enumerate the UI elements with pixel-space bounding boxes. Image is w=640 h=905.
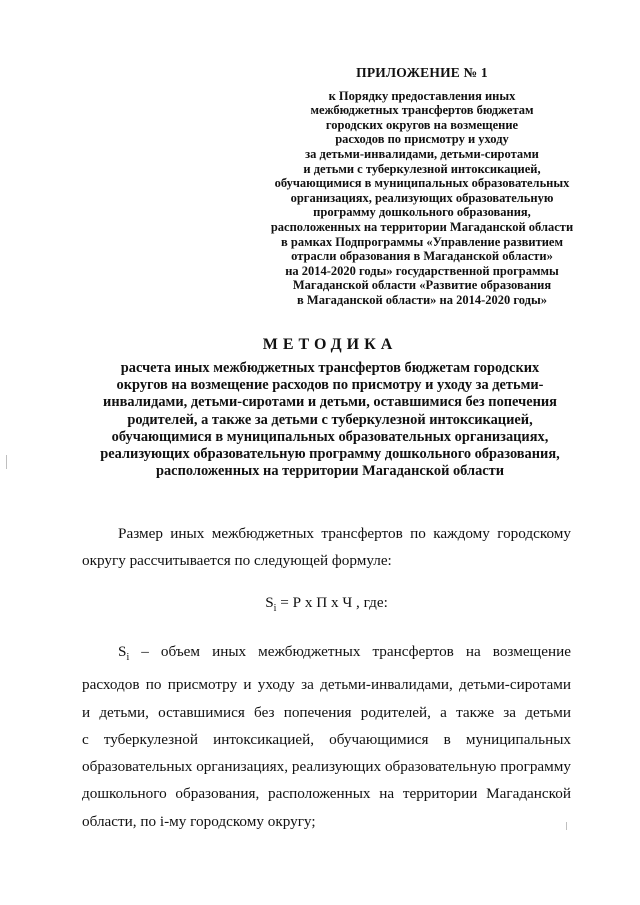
formula — [82, 589, 571, 622]
appendix-line: и детьми с туберкулезной интоксикацией, — [303, 161, 541, 176]
appendix-line: обучающимися в муниципальных образовательных — [274, 176, 570, 191]
definition-symbol — [118, 642, 130, 663]
scan-edge-mark — [6, 455, 7, 469]
symbol-subscript: i — [126, 651, 130, 663]
appendix-line: в Магаданской области» на 2014-2020 годы» — [297, 292, 547, 307]
body-line: дошкольного образования, расположенных на территории Магаданской — [82, 785, 571, 803]
formula-rhs: = Р х П х Ч , где: — [276, 593, 388, 611]
appendix-line: отрасли образования в Магаданской области» — [291, 249, 553, 264]
appendix-header — [262, 66, 582, 308]
appendix-line: в рамках Подпрограммы «Управление развитием — [281, 234, 563, 249]
definition-paragraph — [82, 638, 571, 835]
scan-edge-mark — [566, 822, 567, 830]
subtitle-line: обучающимися в муниципальных образовательных организациях, — [111, 428, 549, 445]
appendix-line: на 2014-2020 годы» государственной программы — [285, 263, 559, 278]
subtitle-line: родителей, а также за детьми с туберкулезной интоксикацией, — [127, 411, 533, 428]
body-line: Размер иных межбюджетных трансфертов по каждому городскому — [118, 525, 571, 542]
body-line: округу рассчитывается по следующей формуле: — [82, 552, 392, 570]
appendix-line: программу дошкольного образования, — [313, 205, 531, 220]
document-title: МЕТОДИКА — [262, 336, 398, 353]
body-line: области, по i-му городскому округу; — [82, 812, 316, 830]
subtitle-line: инвалидами, детьми-сиротами и детьми, оставшимися без попечения — [103, 394, 557, 411]
intro-paragraph — [82, 520, 571, 575]
appendix-line: Магаданской области «Развитие образования — [292, 278, 552, 293]
appendix-line: городских округов на возмещение — [325, 117, 519, 132]
appendix-line: к Порядку предоставления иных — [328, 88, 516, 103]
appendix-line: расходов по присмотру и уходу — [335, 132, 509, 147]
methodology-title-block — [60, 336, 600, 480]
body-line: с туберкулезной интоксикацией, обучающимися в муниципальных — [82, 730, 571, 748]
document-body — [82, 520, 571, 835]
appendix-line: за детьми-инвалидами, детьми-сиротами — [305, 146, 539, 161]
definition-first-line-text: – объем иных межбюджетных трансфертов на возмещение — [129, 642, 571, 660]
body-line: расходов по присмотру и уходу за детьми-инвалидами, детьми-сиротами — [82, 676, 571, 694]
subtitle-line: расчета иных межбюджетных трансфертов бюджетам городских — [120, 360, 540, 376]
appendix-line: расположенных на территории Магаданской области — [270, 219, 574, 234]
subtitle-line: реализующих образовательную программу дошкольного образования, — [100, 446, 560, 463]
subtitle-line: округов на возмещение расходов по присмотру и уходу за детьми- — [116, 377, 544, 394]
appendix-line: организациях, реализующих образовательную — [290, 190, 554, 205]
subtitle-line: расположенных на территории Магаданской области — [155, 463, 505, 480]
formula-lhs-subscript: i — [273, 602, 277, 614]
definition-first-line — [82, 638, 571, 671]
symbol-letter: S — [118, 642, 127, 660]
body-line: и детьми, оставшимися без попечения родителей, а также за детьми — [82, 703, 571, 721]
body-line: образовательных организациях, реализующих образовательную программу — [82, 758, 571, 776]
appendix-title: ПРИЛОЖЕНИЕ № 1 — [356, 65, 488, 80]
formula-lhs: S — [265, 593, 274, 611]
appendix-line: межбюджетных трансфертов бюджетам — [310, 103, 534, 118]
